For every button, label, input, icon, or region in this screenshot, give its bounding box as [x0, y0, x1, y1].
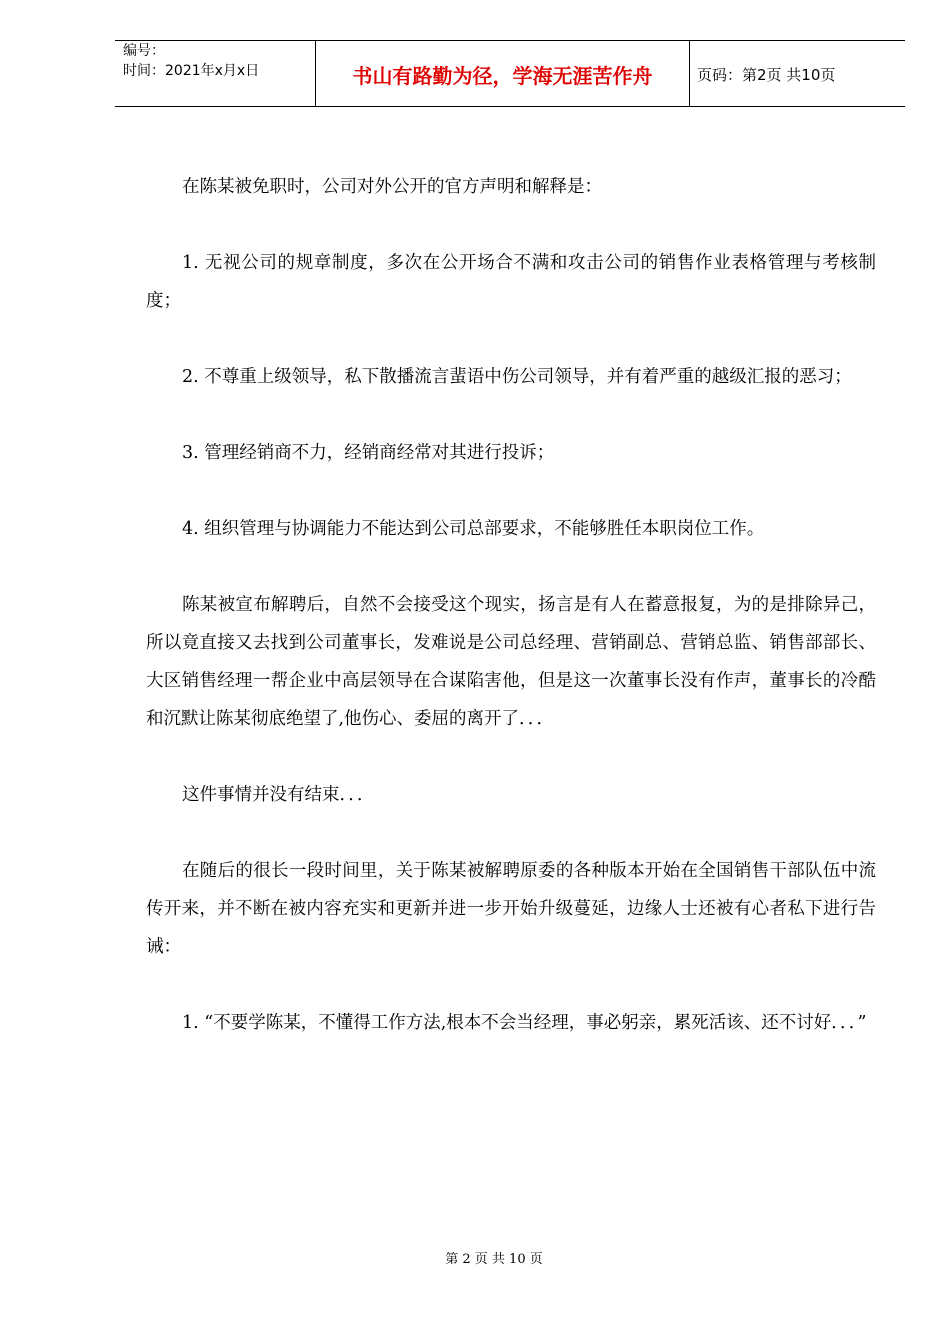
list-item: 1. “不要学陈某，不懂得工作方法,根本不会当经理，事必躬亲，累死活该、还不讨好．．．”	[182, 1013, 867, 1033]
paragraph: 在随后的很长一段时间里，关于陈某被解聘原委的各种版本开始在全国销售干部队伍中流传开来，并不断在被内容充实和更新并进一步开始升级蔓延，边缘人士还被有心者私下进行告诫：	[146, 861, 876, 957]
page-header	[115, 40, 905, 107]
paragraph: 在陈某被免职时，公司对外公开的官方声明和解释是：	[182, 177, 602, 197]
list-item: 2. 不尊重上级领导，私下散播流言蜚语中伤公司领导，并有着严重的越级汇报的恶习；	[182, 367, 852, 387]
header-motto: 书山有路勤为径，学海无涯苦作舟	[352, 63, 653, 88]
header-meta	[123, 41, 313, 81]
header-divider	[689, 41, 690, 107]
paragraph: 这件事情并没有结束．．．	[182, 785, 375, 805]
list-item: 4. 组织管理与协调能力不能达到公司总部要求，不能够胜任本职岗位工作。	[182, 519, 765, 539]
list-item: 3. 管理经销商不力，经销商经常对其进行投诉；	[182, 443, 555, 463]
document-body	[146, 168, 876, 1080]
document-number-label: 编号：	[123, 43, 165, 59]
list-item: 1. 无视公司的规章制度，多次在公开场合不满和攻击公司的销售作业表格管理与考核制度；	[146, 253, 876, 311]
paragraph: 陈某被宣布解聘后，自然不会接受这个现实，扬言是有人在蓄意报复，为的是排除异己，所以竟直接又去找到公司董事长，发难说是公司总经理、营销副总、营销总监、销售部部长、大区销售经理一帮企业中高层领导在合谋陷害他，但是这一次董事长没有作声，董事长的冷酷和沉默让陈某彻底绝望了,他伤心、委屈的离开了．．．	[146, 595, 876, 729]
document-time-label: 时间：2021年x月x日	[123, 63, 260, 79]
page-footer: 第 2 页 共 10 页	[445, 1252, 543, 1267]
header-page-info: 页码：第2页 共10页	[697, 65, 836, 84]
